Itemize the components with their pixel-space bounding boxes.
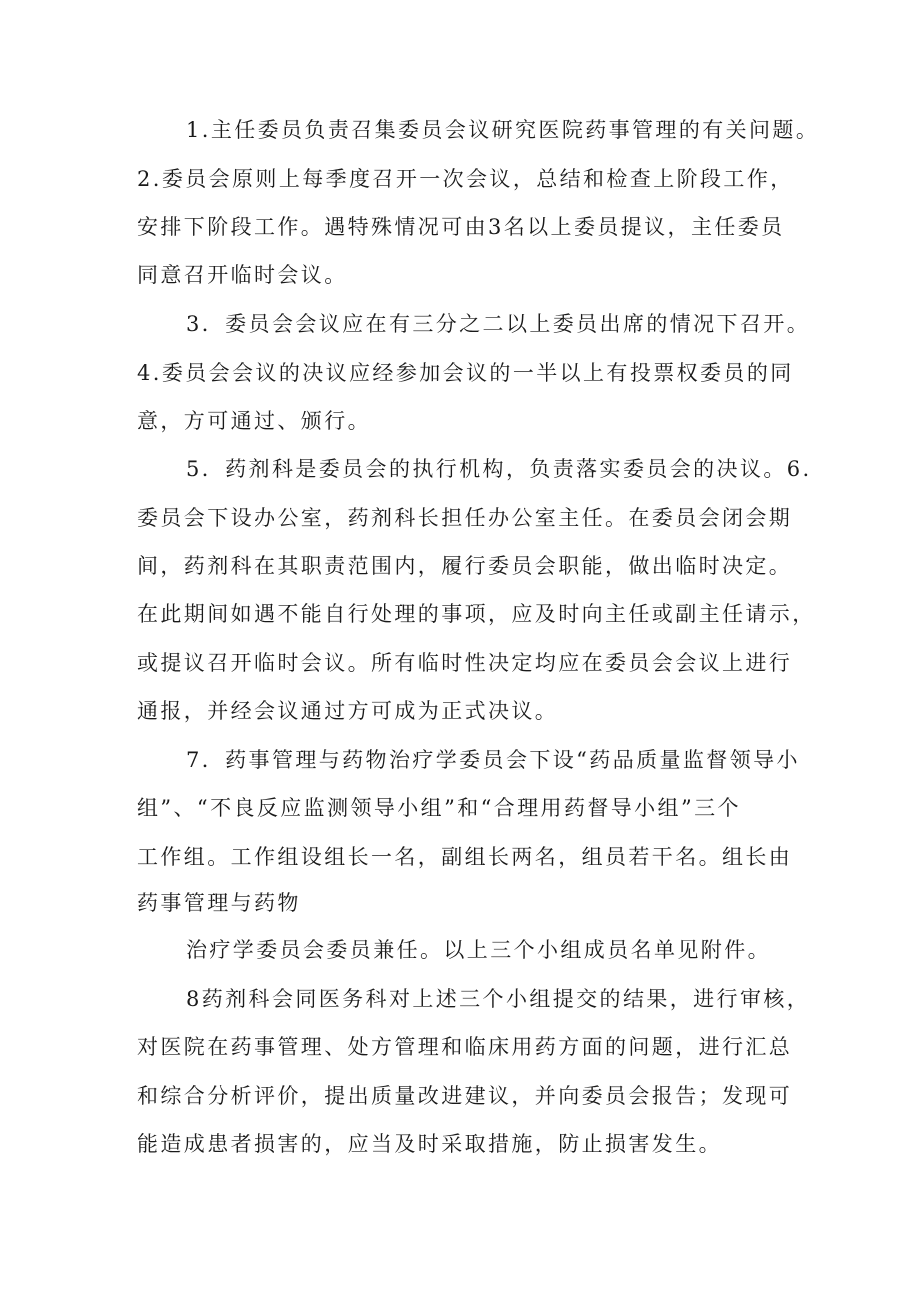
item-8-line-1: 8药剂科会同医务科对上述三个小组提交的结果，进行审核，	[186, 987, 811, 1011]
item-5-line-1: 5．药剂科是委员会的执行机构，负责落实委员会的决议。6.	[186, 457, 812, 481]
item-6-line-4: 或提议召开临时会议。所有临时性决定均应在委员会会议上进行	[137, 651, 793, 675]
item-7-line-1: 7．药事管理与药物治疗学委员会下设“药品质量监督领导小	[186, 748, 800, 772]
item-2-line-2: 安排下阶段工作。遇特殊情况可由3名以上委员提议，主任委员	[137, 215, 785, 239]
item-4-line-2: 意，方可通过、颁行。	[137, 409, 371, 433]
item-8-line-2: 对医院在药事管理、处方管理和临床用药方面的问题，进行汇总	[137, 1035, 793, 1059]
item-8-line-4: 能造成患者损害的，应当及时采取措施，防止损害发生。	[137, 1132, 722, 1156]
item-8-line-3: 和综合分析评价，提出质量改进建议，并向委员会报告；发现可	[137, 1084, 793, 1108]
item-7-line-5: 治疗学委员会委员兼任。以上三个小组成员名单见附件。	[186, 938, 771, 962]
item-7-line-3: 工作组。工作组设组长一名，副组长两名，组员若干名。组长由	[137, 845, 793, 869]
item-7-line-2: 组”、“不良反应监测领导小组”和“合理用药督导小组”三个	[137, 796, 741, 820]
item-4-line-1: 4.委员会会议的决议应经参加会议的一半以上有投票权委员的同	[137, 361, 794, 385]
item-2-line-1: 2.委员会原则上每季度召开一次会议，总结和检查上阶段工作，	[137, 167, 794, 191]
item-1-line-1: 1.主任委员负责召集委员会议研究医院药事管理的有关问题。	[186, 118, 820, 142]
item-6-line-3: 在此期间如遇不能自行处理的事项，应及时向主任或副主任请示，	[137, 602, 816, 626]
item-7-line-4: 药事管理与药物	[137, 891, 301, 915]
item-6-line-2: 间，药剂科在其职责范围内，履行委员会职能，做出临时决定。	[137, 554, 793, 578]
item-2-line-3: 同意召开临时会议。	[137, 263, 348, 287]
item-6-line-1: 委员会下设办公室，药剂科长担任办公室主任。在委员会闭会期	[137, 506, 793, 530]
item-6-line-5: 通报，并经会议通过方可成为正式决议。	[137, 699, 559, 723]
item-3-line-1: 3．委员会会议应在有三分之二以上委员出席的情况下召开。	[186, 312, 811, 336]
